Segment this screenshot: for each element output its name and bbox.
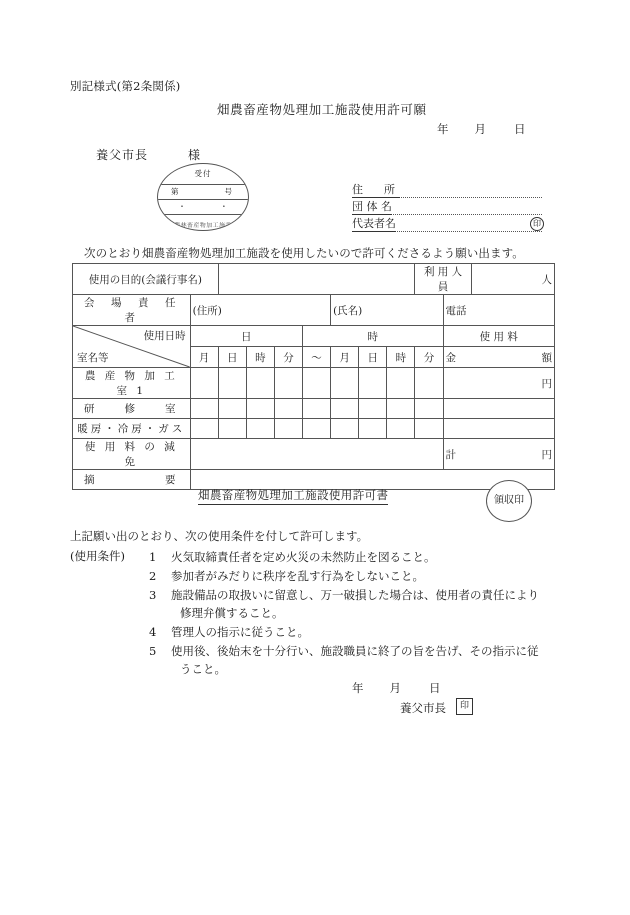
applicant-rep-row	[352, 215, 542, 232]
manager-name-label: (氏名)	[333, 304, 363, 317]
table-row-manager	[73, 295, 555, 326]
reduction-value-cell[interactable]	[190, 439, 443, 470]
stamp-number-prefix: 第	[171, 187, 179, 196]
addressee-honorific: 様	[188, 148, 201, 162]
condition-number: 2	[149, 569, 157, 583]
roomname-label: 室名等	[77, 352, 109, 364]
applicant-address-input[interactable]	[401, 185, 542, 198]
cell-day-to[interactable]	[359, 368, 387, 399]
cell-minute-to[interactable]	[415, 368, 443, 399]
table-row-reduction	[73, 439, 555, 470]
table-row	[73, 368, 555, 399]
usage-conditions-block	[70, 548, 539, 679]
datetime-roomname-diagonal-cell	[73, 326, 191, 368]
addressee-name: 養父市長	[96, 148, 149, 162]
subcol-hour-from: 時	[246, 347, 274, 368]
condition-text-line2: 修理弁償すること。	[180, 606, 284, 620]
subcol-day-from: 日	[218, 347, 246, 368]
reduction-label: 使 用 料 の 減 免	[84, 441, 178, 468]
conditions-list	[149, 548, 539, 678]
condition-text	[171, 586, 539, 622]
stamp-divider-2	[158, 199, 248, 200]
remarks-label-cell	[73, 470, 191, 490]
manager-phone-label: 電話	[445, 304, 467, 317]
date-month-label: 月	[474, 122, 486, 136]
cell-fee[interactable]	[443, 419, 554, 439]
fee-gaku-label: 額	[541, 351, 552, 364]
subcol-month-from: 月	[190, 347, 218, 368]
people-value-cell[interactable]	[471, 264, 554, 295]
stamp-facility-name: 農林畜産物加工施設	[174, 222, 232, 229]
applicant-address-label: 住 所	[352, 183, 400, 196]
cell-hour-from[interactable]	[246, 368, 274, 399]
table-row	[73, 419, 555, 439]
table-row-purpose	[73, 264, 555, 295]
applicant-rep-label: 代表者名	[352, 217, 396, 230]
cell-fee[interactable]	[443, 368, 554, 399]
applicant-org-row	[352, 198, 542, 215]
stamp-divider-1	[158, 184, 248, 185]
subcol-month-to: 月	[331, 347, 359, 368]
date-day-label: 日	[514, 122, 526, 136]
cell-minute-from[interactable]	[274, 368, 302, 399]
purpose-value-cell[interactable]	[218, 264, 415, 295]
subcol-day-to: 日	[359, 347, 387, 368]
condition-text: 火気取締責任者を定め火災の未然防止を図ること。	[171, 550, 436, 564]
receipt-seal-icon: 領収印	[486, 480, 532, 522]
reduction-label-cell	[73, 439, 191, 470]
permit-date-line	[352, 680, 441, 696]
seal-icon: 印	[530, 217, 544, 231]
total-label: 計	[445, 448, 457, 461]
cell-hour-to[interactable]	[387, 368, 415, 399]
manager-label-cell	[73, 295, 191, 326]
list-item	[149, 567, 539, 585]
applicant-org-input[interactable]	[393, 202, 542, 215]
people-label-cell	[415, 264, 471, 295]
group-from-label: 日	[241, 330, 252, 343]
condition-number: 5	[149, 644, 157, 658]
condition-number: 4	[149, 625, 157, 639]
cell-month-to[interactable]	[331, 399, 359, 419]
date-year-label: 年	[437, 122, 449, 136]
permit-lead-sentence: 上記願い出のとおり、次の使用条件を付して許可します。	[70, 529, 369, 543]
manager-label: 会 場 責 任 者	[84, 297, 193, 324]
condition-text-line1: 使用後、後始末を十分行い、施設職員に終了の旨を告げ、その指示に従	[171, 644, 539, 658]
subcol-hour-to: 時	[387, 347, 415, 368]
applicant-rep-input[interactable]	[397, 219, 542, 232]
permit-date-year-label: 年	[352, 681, 364, 695]
receipt-stamp	[157, 163, 249, 231]
cell-hour-to[interactable]	[387, 419, 415, 439]
people-unit: 人	[541, 273, 552, 286]
document-title: 畑農畜産物処理加工施設使用許可願	[217, 102, 427, 117]
applicant-org-label: 団 体 名	[352, 200, 392, 213]
room-name-cell: 暖房・冷房・ガス	[73, 419, 191, 439]
subcol-range-tilde: 〜	[302, 347, 330, 368]
condition-text	[171, 642, 539, 678]
fee-kin-label: 金	[445, 351, 457, 364]
stamp-dots: ・ ・	[178, 202, 244, 211]
application-date-line	[437, 121, 526, 137]
cell-day-from[interactable]	[218, 419, 246, 439]
list-item	[149, 586, 539, 622]
cell-day-from[interactable]	[218, 368, 246, 399]
list-item	[149, 623, 539, 641]
total-unit: 円	[541, 448, 552, 461]
fee-group-cell	[443, 326, 554, 347]
receipt-stamp-circle	[157, 163, 249, 231]
cell-fee[interactable]	[443, 399, 554, 419]
purpose-label-cell	[73, 264, 219, 295]
cell-range-tilde[interactable]	[302, 368, 330, 399]
total-cell[interactable]	[443, 439, 554, 470]
fee-kin-cell	[443, 347, 554, 368]
condition-text: 管理人の指示に従うこと。	[171, 625, 309, 639]
stamp-number-suffix: 号	[224, 187, 232, 196]
cell-hour-to[interactable]	[387, 399, 415, 419]
usage-application-table	[72, 263, 555, 490]
stamp-divider-3	[158, 214, 248, 215]
condition-text: 参加者がみだりに秩序を乱す行為をしないこと。	[171, 569, 424, 583]
permit-date-month-label: 月	[389, 681, 401, 695]
cell-day-from[interactable]	[218, 399, 246, 419]
manager-phone-cell[interactable]	[443, 295, 554, 326]
cell-minute-to[interactable]	[415, 399, 443, 419]
room-name-cell: 研 修 室	[73, 399, 191, 419]
fee-group-label: 使 用 料	[479, 330, 518, 343]
cell-month-to[interactable]	[331, 419, 359, 439]
purpose-label: 使用の目的(会議行事名)	[88, 273, 202, 286]
people-label: 利 用 人 員	[423, 266, 463, 293]
cell-day-to[interactable]	[359, 399, 387, 419]
cell-range-tilde[interactable]	[302, 399, 330, 419]
manager-name-cell[interactable]	[331, 295, 443, 326]
subcol-minute-to: 分	[415, 347, 443, 368]
condition-text-line1: 施設備品の取扱いに留意し、万一破損した場合は、使用者の責任により	[171, 588, 539, 602]
condition-number: 3	[149, 588, 157, 602]
cell-hour-from[interactable]	[246, 399, 274, 419]
form-code: 別記様式(第2条関係)	[70, 79, 181, 93]
stamp-receipt-label: 受付	[194, 169, 212, 178]
applicant-address-row	[352, 181, 542, 198]
condition-number: 1	[149, 550, 157, 564]
fee-unit: 円	[541, 377, 552, 390]
list-item	[149, 642, 539, 678]
intro-sentence: 次のとおり畑農畜産物処理加工施設を使用したいので許可くださるよう願い出ます。	[84, 246, 524, 260]
cell-minute-from[interactable]	[274, 419, 302, 439]
datetime-label: 使用日時	[143, 330, 186, 342]
table-row-group-header	[73, 326, 555, 347]
cell-month-to[interactable]	[331, 368, 359, 399]
signer-name: 養父市長	[400, 701, 446, 715]
permit-date-day-label: 日	[429, 681, 441, 695]
remarks-label: 摘 要	[84, 474, 179, 486]
subcol-minute-from: 分	[274, 347, 302, 368]
manager-address-cell[interactable]	[190, 295, 330, 326]
cell-hour-from[interactable]	[246, 419, 274, 439]
list-item	[149, 548, 539, 566]
group-to-cell	[302, 326, 443, 347]
condition-text-line2: うこと。	[180, 662, 226, 676]
cell-minute-to[interactable]	[415, 419, 443, 439]
cell-month-from[interactable]	[190, 368, 218, 399]
cell-month-from[interactable]	[190, 419, 218, 439]
conditions-heading: (使用条件)	[70, 549, 125, 563]
signer-seal-icon: 印	[456, 698, 473, 715]
group-from-cell	[190, 326, 302, 347]
room-name-cell: 農 産 物 加 工 室 1	[73, 368, 191, 399]
cell-minute-from[interactable]	[274, 399, 302, 419]
permit-title: 畑農畜産物処理加工施設使用許可書	[198, 487, 388, 505]
table-row	[73, 399, 555, 419]
group-to-label: 時	[367, 330, 378, 343]
manager-address-label: (住所)	[192, 304, 222, 317]
cell-day-to[interactable]	[359, 419, 387, 439]
cell-month-from[interactable]	[190, 399, 218, 419]
cell-range-tilde[interactable]	[302, 419, 330, 439]
